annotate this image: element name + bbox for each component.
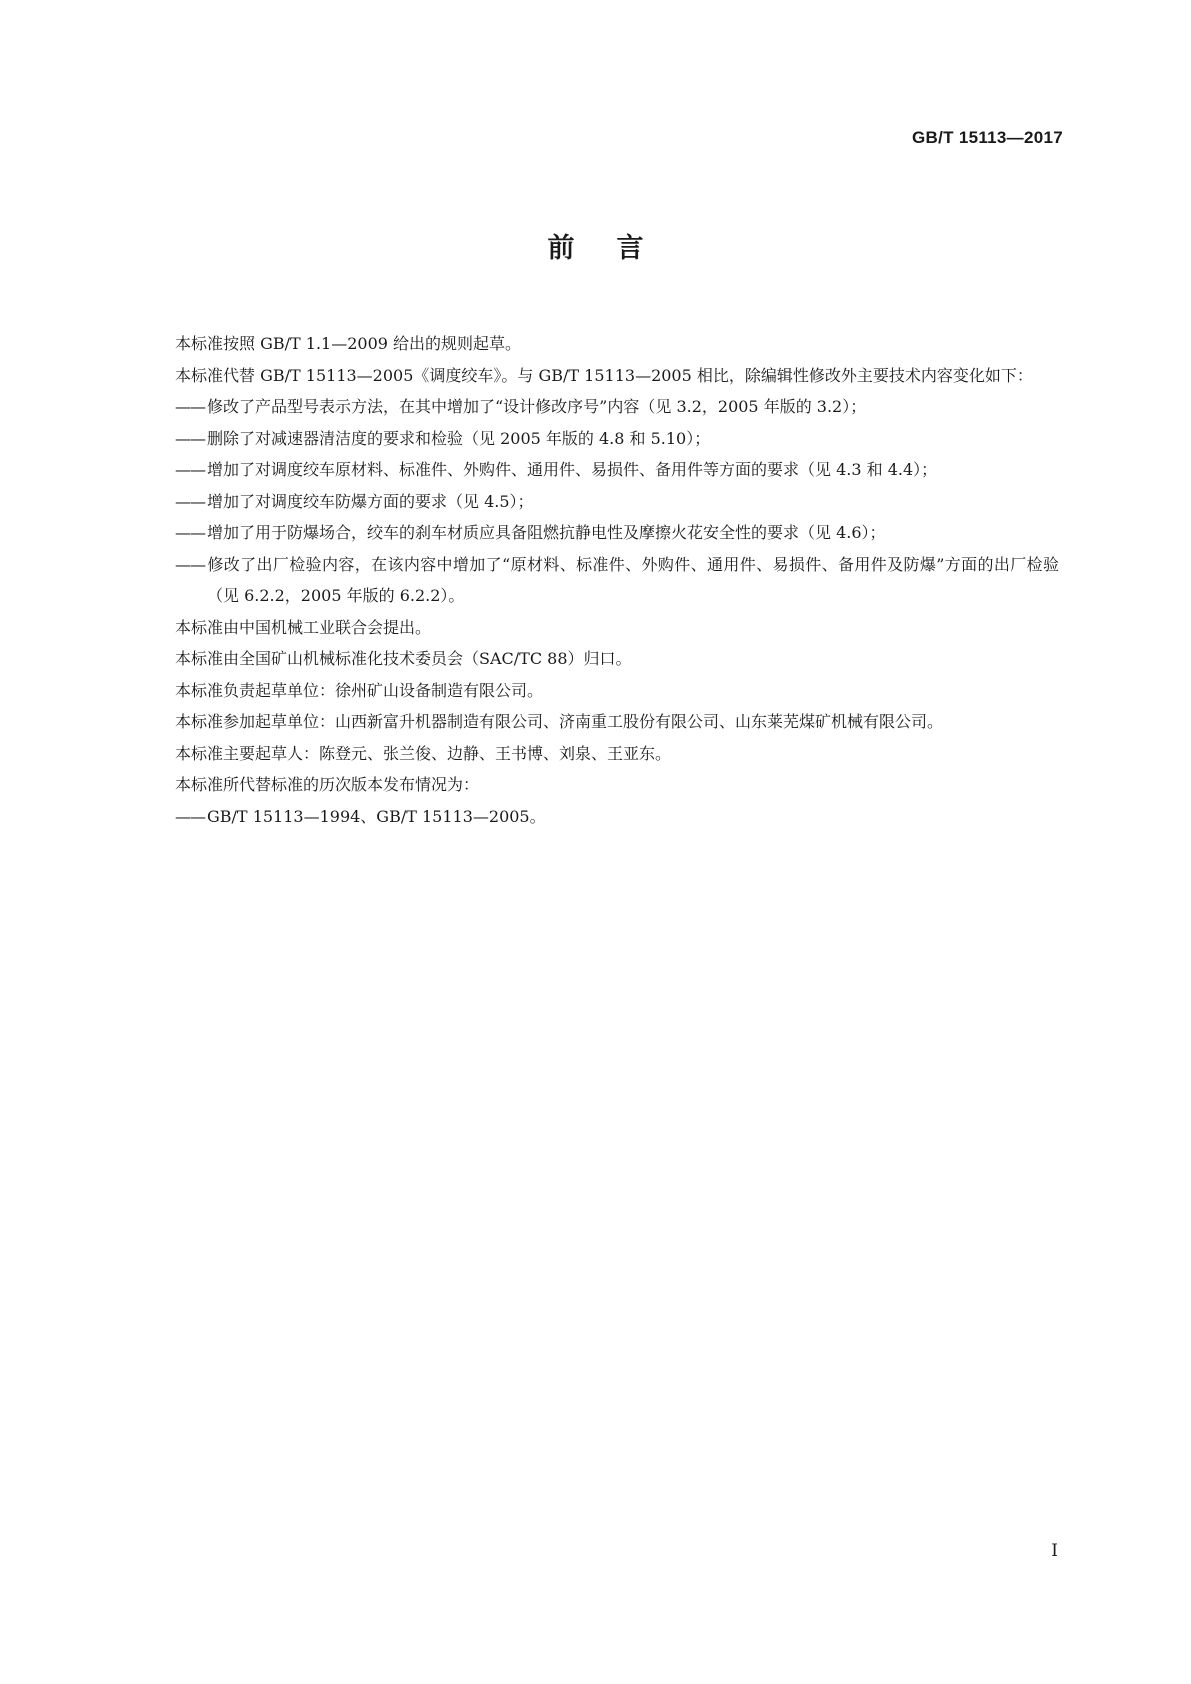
paragraph: 本标准由中国机械工业联合会提出。 <box>175 617 432 637</box>
list-item <box>135 423 1059 455</box>
list-item-text: 增加了对调度绞车原材料、标准件、外购件、通用件、易损件、备用件等方面的要求（见 4.3 和 4.4）； <box>207 460 938 479</box>
list-item <box>135 454 1059 486</box>
list-item-text: 删除了对减速器清洁度的要求和检验（见 2005 年版的 4.8 和 5.10）； <box>207 428 711 448</box>
list-item <box>135 517 1059 549</box>
list-dash: —— <box>175 397 205 416</box>
list-item <box>135 391 1059 423</box>
paragraph: 本标准负责起草单位：徐州矿山设备制造有限公司。 <box>175 680 544 700</box>
paragraph: 本标准所代替标准的历次版本发布情况为： <box>175 775 480 794</box>
standard-code: GB/T 15113—2017 <box>912 128 1063 147</box>
list-dash: —— <box>175 806 205 826</box>
page-number: I <box>1051 1541 1058 1561</box>
list-item <box>135 549 1059 612</box>
list-dash: —— <box>175 554 205 574</box>
list-item-text: 修改了产品型号表示方法，在其中增加了“设计修改序号”内容（见 3.2，2005 年版的 3.2）； <box>207 397 867 416</box>
list-item-text: 修改了出厂检验内容，在该内容中增加了“原材料、标准件、外购件、通用件、易损件、备用件及防爆”方面的出厂检验（见 6.2.2，2005 年版的 6.2.2）。 <box>207 554 1059 605</box>
list-item <box>135 801 1059 833</box>
list-dash: —— <box>175 491 205 511</box>
paragraph: 本标准由全国矿山机械标准化技术委员会（SAC/TC 88）归口。 <box>175 649 632 668</box>
list-item <box>135 486 1059 518</box>
paragraph: 本标准代替 GB/T 15113—2005《调度绞车》。与 GB/T 15113—2005 相比，除编辑性修改外主要技术内容变化如下： <box>175 365 1033 385</box>
list-item-text: 增加了用于防爆场合，绞车的刹车材质应具备阻燃抗静电性及摩擦火花安全性的要求（见 4.6）； <box>207 523 886 542</box>
page-title: 前言 <box>547 233 686 264</box>
paragraph: 本标准主要起草人：陈登元、张兰俊、边静、王书博、刘泉、王亚东。 <box>175 743 672 763</box>
list-item-text: GB/T 15113—1994、GB/T 15113—2005。 <box>207 806 546 826</box>
list-item-text: 增加了对调度绞车防爆方面的要求（见 4.5）； <box>207 491 534 511</box>
list-dash: —— <box>175 460 205 479</box>
paragraph: 本标准按照 GB/T 1.1—2009 给出的规则起草。 <box>175 334 522 353</box>
document-body <box>135 328 1059 832</box>
paragraph: 本标准参加起草单位：山西新富升机器制造有限公司、济南重工股份有限公司、山东莱芜煤矿机械有限公司。 <box>175 712 944 731</box>
list-dash: —— <box>175 428 205 448</box>
list-dash: —— <box>175 523 205 542</box>
